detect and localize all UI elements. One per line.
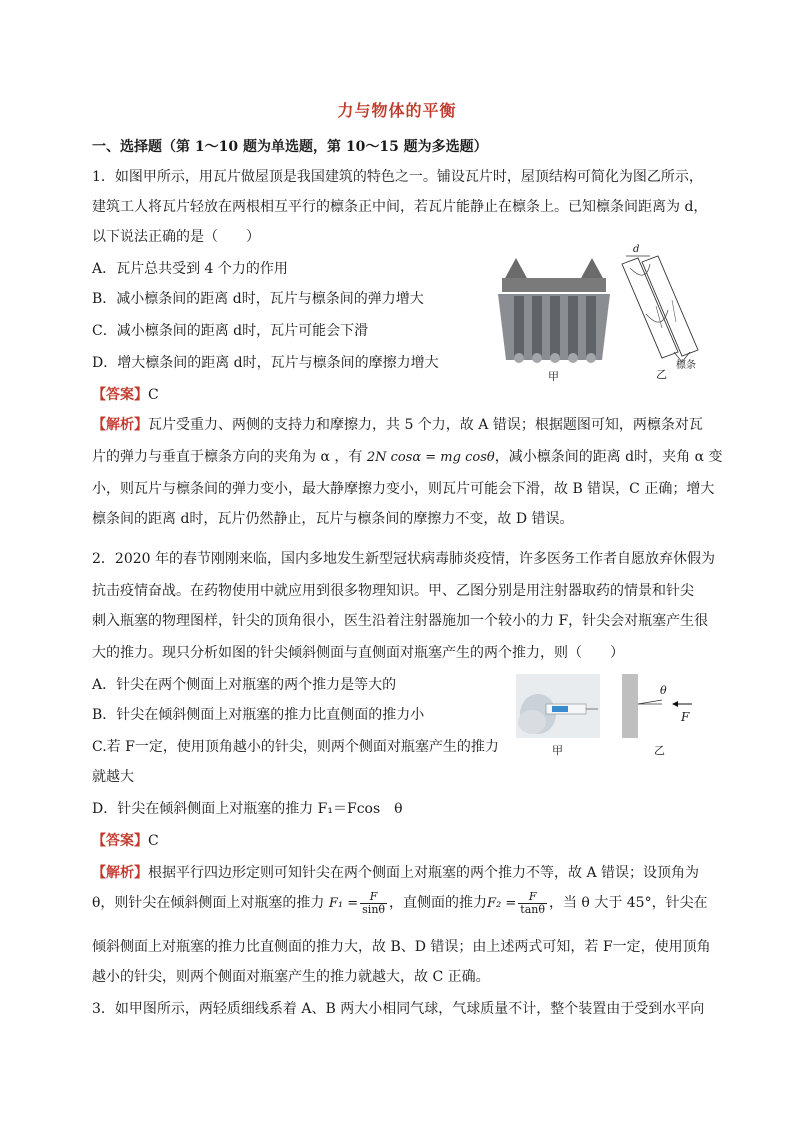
page-title: 力与物体的平衡 [337,101,457,120]
q1-fig-lintiao-label: 檩条 [676,360,696,371]
q1-line-2: 建筑工人将瓦片轻放在两根相互平行的檩条正中间，若瓦片能静止在檩条上。已知檩条间距离为 d， [92,199,708,215]
q1-option-b: B．减小檩条间的距离 d时，瓦片与檩条间的弹力增大 [92,291,424,307]
q2-fig-theta-label: θ [660,684,667,697]
analysis-text: ，减小檩条间的距离 d时，夹角 α 变 [494,449,723,465]
answer-label: 【答案】 [92,833,148,849]
q2-fig-f-label: F [681,710,690,724]
equation-f2: F₂ = [487,896,517,911]
answer-value: C [148,833,159,849]
roof-tile-photo [494,250,614,370]
analysis-text: 根据平行四边形定则可知针尖在两个侧面上对瓶塞的两个推力不等，故 A 错误；设顶角为 [148,865,700,881]
analysis-text: 片的弹力与垂直于檩条方向的夹角为 α ，有 [92,449,363,465]
q1-option-a: A．瓦片总共受到 4 个力的作用 [92,261,288,277]
q1-fig-d-label: d [633,244,640,255]
q2-line-2: 抗击疫情奋战。在药物使用中就应用到很多物理知识。甲、乙图分别是用注射器取药的情景和针尖 [92,583,694,599]
q2-analysis-line-3: 倾斜侧面上对瓶塞的推力比直侧面的推力大，故 B、D 错误；由上述两式可知，若 F一定，使用顶角 [92,939,711,955]
analysis-label: 【解析】 [92,417,148,433]
fraction-numerator: F [518,891,547,904]
q2-analysis-line-2 [92,888,708,919]
analysis-text: ，直侧面的推力 [389,895,488,911]
q1-analysis-line-4: 檩条间的距离 d时，瓦片仍然静止，瓦片与檩条间的摩擦力不变，故 D 错误。 [92,511,574,527]
equation-f1: F₁ = [328,896,359,911]
analysis-label: 【解析】 [92,865,148,881]
answer-value: C [148,387,159,403]
q1-option-d: D．增大檩条间的距离 d时，瓦片与檩条间的摩擦力增大 [92,355,439,371]
q2-analysis-line-4: 越小的针尖，则两个侧面对瓶塞产生的推力就越大，故 C 正确。 [92,969,490,985]
analysis-text: 瓦片受重力、两侧的支持力和摩擦力，共 5 个力，故 A 错误；根据题图可知，两檩条对瓦 [148,417,703,433]
q2-option-a: A．针尖在两个侧面上对瓶塞的两个推力是等大的 [92,677,397,693]
q1-fig-jia-label: 甲 [548,370,559,383]
q2-fig-yi-label: 乙 [654,744,665,757]
fraction-denominator: tanθ [520,902,545,916]
q1-analysis-line-1 [92,414,703,434]
q2-option-b: B．针尖在倾斜侧面上对瓶塞的推力比直侧面的推力小 [92,707,425,723]
purlin-diagram [616,244,706,374]
equation: 2N cosα = mg cosθ [366,450,495,465]
q1-line-3: 以下说法正确的是（ ） [92,229,260,245]
q1-analysis-line-2 [92,446,722,466]
fraction-numerator: F [360,891,387,904]
fraction-f-sin [360,891,387,916]
q2-option-d: D．针尖在倾斜侧面上对瓶塞的推力 F₁＝Fcos θ [92,801,403,817]
q2-answer [92,830,159,850]
q2-line-3: 刺入瓶塞的物理图样，针尖的顶角很小，医生沿着注射器施加一个较小的力 F，针尖会对瓶塞产生很 [92,613,709,629]
q1-analysis-line-3: 小，则瓦片与檩条间的弹力变小，最大静摩擦力变小，则瓦片可能会下滑，故 B 错误，C 正确；增大 [92,481,715,497]
q1-option-c: C．减小檩条间的距离 d时，瓦片可能会下滑 [92,323,369,339]
q1-line-1: 1．如图甲所示，用瓦片做屋顶是我国建筑的特色之一。铺设瓦片时，屋顶结构可简化为图乙所示， [92,169,703,185]
syringe-photo [516,674,600,738]
fraction-denominator: sinθ [362,902,386,916]
answer-label: 【答案】 [92,387,148,403]
q2-option-c-cont: 就越大 [92,769,134,785]
q2-fig-jia-label: 甲 [552,744,563,757]
q3-line-1: 3．如甲图所示，两轻质细线系着 A、B 两大小相同气球，气球质量不计，整个装置由于受到水平向 [92,1001,705,1017]
q2-analysis-line-1 [92,862,699,882]
q1-answer [92,384,159,404]
q2-line-4: 大的推力。现只分析如图的针尖倾斜侧面与直侧面对瓶塞产生的两个推力，则（ ） [92,645,624,661]
analysis-text: θ，则针尖在倾斜侧面上对瓶塞的推力 [92,895,325,911]
fraction-f-tan [518,891,547,916]
q2-option-c: C.若 F一定，使用顶角越小的针尖，则两个侧面对瓶塞产生的推力 [92,739,499,755]
q2-line-1: 2．2020 年的春节刚刚来临，国内多地发生新型冠状病毒肺炎疫情，许多医务工作者自愿放弃休假为 [92,551,715,567]
analysis-text: ，当 θ 大于 45°，针尖在 [548,895,708,911]
q1-fig-yi-label: 乙 [656,368,667,381]
section-heading: 一、选择题（第 1～10 题为单选题，第 10～15 题为多选题） [92,139,488,155]
